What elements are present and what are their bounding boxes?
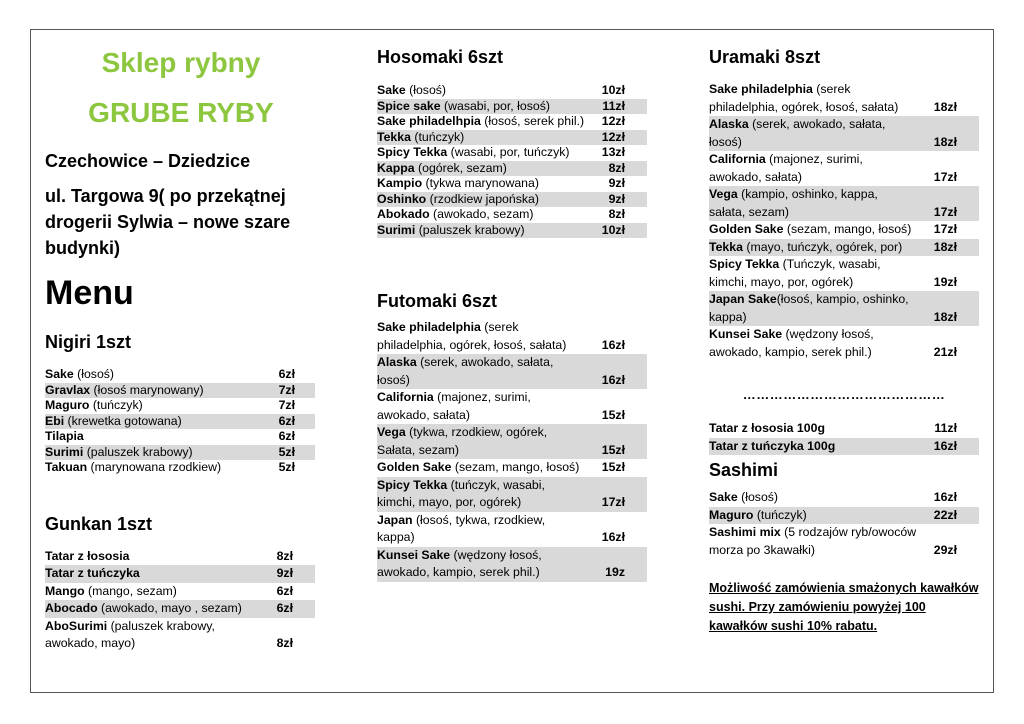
item-name: Surimi — [377, 222, 416, 237]
item-price: 6zł — [278, 413, 295, 428]
menu-item — [709, 256, 979, 291]
menu-item — [45, 583, 315, 601]
item-name: Tatar z łososia — [45, 548, 130, 563]
item-description: (wasabi, por, łosoś) — [440, 98, 550, 113]
item-name: Kampio — [377, 176, 423, 190]
item-name: Mango — [45, 583, 85, 598]
tatar-list — [709, 420, 981, 455]
item-name: Kunsei Sake — [709, 327, 783, 341]
item-price: 19zł — [933, 274, 957, 289]
menu-item — [709, 524, 979, 559]
item-price: 17zł — [601, 495, 625, 509]
menu-item — [377, 192, 647, 208]
item-description: (sezam, mango, łosoś) — [783, 222, 912, 236]
menu-item — [377, 207, 647, 223]
item-name: Takuan — [45, 460, 88, 474]
item-name: Tekka — [709, 239, 743, 254]
menu-item — [45, 565, 315, 583]
section-title-sashimi: Sashimi — [709, 460, 779, 480]
item-name: Maguro — [709, 507, 754, 522]
item-description: (serek, awokado, sałata, łosoś) — [709, 117, 886, 149]
menu-item — [45, 398, 315, 414]
separator: ……………………………………… — [742, 387, 946, 402]
item-price: 17zł — [933, 222, 957, 236]
hosomaki-list — [377, 83, 649, 238]
menu-title: Menu — [45, 274, 134, 312]
menu-item — [709, 291, 979, 326]
item-description: (kampio, oshinko, kappa, sałata, sezam) — [709, 187, 878, 219]
item-name: Golden Sake — [709, 222, 784, 236]
item-price: 6zł — [278, 429, 295, 443]
item-price: 6zł — [278, 367, 295, 381]
item-price: 16zł — [601, 530, 625, 544]
item-price: 7zł — [278, 398, 295, 412]
item-name: Sake — [45, 367, 74, 381]
item-price: 8zł — [608, 207, 625, 221]
item-description: (awokado, sezam) — [429, 207, 534, 221]
item-description: (łosoś, serek phil.) — [480, 114, 585, 128]
item-price: 18zł — [933, 134, 957, 149]
item-name: Japan — [377, 512, 413, 527]
item-description: (tuńczyk) — [89, 398, 143, 412]
item-name: Tekka — [377, 129, 411, 144]
shop-brand: GRUBE RYBY — [88, 97, 274, 128]
column-right — [709, 42, 981, 636]
item-name: Tatar z tuńczyka 100g — [709, 438, 836, 453]
item-price: 8zł — [276, 548, 293, 563]
item-price: 6zł — [276, 601, 293, 615]
menu-item — [45, 548, 315, 566]
futomaki-list — [377, 319, 649, 582]
item-description: (serek philadelphia, ogórek, łosoś, sałata) — [377, 320, 567, 352]
section-title-nigiri: Nigiri 1szt — [45, 332, 132, 352]
item-description: (serek, awokado, sałata, łosoś) — [377, 355, 554, 387]
item-description: (łosoś marynowany) — [90, 382, 204, 397]
item-price: 10zł — [601, 222, 625, 237]
uramaki-list — [709, 81, 981, 361]
item-price: 18zł — [933, 239, 957, 254]
item-price: 18zł — [933, 99, 957, 114]
item-price: 15zł — [601, 407, 625, 422]
menu-item — [709, 507, 979, 525]
menu-item — [377, 424, 647, 459]
item-description: (łosoś) — [737, 490, 779, 504]
item-price: 12zł — [601, 114, 625, 128]
menu-item — [709, 81, 979, 116]
item-description: (awokado, mayo , sezam) — [97, 601, 242, 615]
gunkan-list — [45, 548, 317, 653]
menu-item — [377, 83, 647, 99]
item-name: Abocado — [45, 601, 98, 615]
item-name: Vega — [377, 425, 406, 439]
menu-item — [45, 618, 315, 653]
item-description: (wasabi, por, tuńczyk) — [447, 145, 570, 159]
item-price: 15zł — [601, 442, 625, 457]
item-name: Sake — [377, 83, 406, 97]
menu-item — [709, 186, 979, 221]
shop-city: Czechowice – Dziedzice — [45, 151, 251, 171]
item-description: (majonez, surimi, awokado, sałata) — [709, 152, 863, 184]
menu-item — [45, 445, 315, 461]
menu-item — [45, 429, 315, 445]
item-price: 16zł — [933, 490, 957, 504]
section-title-gunkan: Gunkan 1szt — [45, 513, 153, 534]
item-name: Abokado — [377, 207, 430, 221]
menu-item — [377, 161, 647, 177]
item-description: (mango, sezam) — [84, 583, 177, 598]
item-price: 17zł — [933, 169, 957, 184]
menu-item — [45, 460, 315, 476]
item-description: (serek philadelphia, ogórek, łosoś, sałata) — [709, 82, 899, 114]
item-name: Oshinko — [377, 191, 427, 206]
menu-item — [377, 459, 647, 477]
item-name: Kappa — [377, 160, 415, 175]
menu-item — [377, 512, 647, 547]
item-price: 8zł — [608, 160, 625, 175]
menu-item — [377, 547, 647, 582]
item-price: 7zł — [278, 382, 295, 397]
menu-item — [709, 221, 979, 239]
item-description: (łosoś) — [73, 367, 115, 381]
item-name: Sake philadelphia — [377, 320, 481, 334]
item-description: (wędzony łosoś, awokado, kampio, serek phil.) — [377, 547, 542, 579]
item-name: California — [709, 152, 766, 166]
item-name: Spicy Tekka — [377, 145, 448, 159]
item-description: (majonez, surimi, awokado, sałata) — [377, 390, 531, 422]
item-price: 21zł — [933, 344, 957, 359]
shop-name: Sklep rybny — [101, 47, 261, 78]
item-price: 16zł — [601, 337, 625, 352]
item-price: 5zł — [278, 444, 295, 459]
menu-item — [709, 116, 979, 151]
item-name: Spicy Tekka — [377, 477, 448, 492]
item-price: 12zł — [601, 129, 625, 144]
item-name: Tatar z łososia 100g — [709, 421, 825, 435]
item-price: 9zł — [608, 191, 625, 206]
item-name: Alaska — [709, 117, 749, 131]
order-note: Możliwość zamówienia smażonych kawałków sushi. Przy zamówieniu powyżej 100 kawałków sushi 10% rabatu. — [709, 581, 979, 633]
menu-item — [377, 114, 647, 130]
menu-item — [709, 438, 979, 456]
item-price: 17zł — [933, 204, 957, 219]
item-name: California — [377, 390, 434, 404]
item-price: 22zł — [933, 507, 957, 522]
item-name: Japan Sake — [709, 292, 777, 306]
item-price: 19z — [605, 565, 625, 579]
item-name: Golden Sake — [377, 460, 452, 474]
item-name: Ebi — [45, 413, 65, 428]
item-name: AboSurimi — [45, 618, 108, 633]
item-name: Kunsei Sake — [377, 547, 451, 562]
item-description: (paluszek krabowy, awokado, mayo) — [45, 618, 215, 650]
item-name: Gravlax — [45, 382, 91, 397]
item-description: (sezam, mango, łosoś) — [451, 460, 580, 474]
item-name: Sake philadelhpia — [377, 114, 481, 128]
sashimi-list — [709, 489, 981, 559]
item-description: (rzodkiew japońska) — [426, 191, 539, 206]
item-price: 13zł — [601, 145, 625, 159]
menu-item — [377, 319, 647, 354]
item-name: Sake — [709, 490, 738, 504]
item-description: (tykwa marynowana) — [422, 176, 539, 190]
item-description: (łosoś) — [405, 83, 447, 97]
nigiri-list — [45, 367, 317, 476]
item-price: 11zł — [934, 421, 957, 435]
item-description: (tuńczyk, wasabi, kimchi, mayo, por, ogórek) — [377, 477, 545, 509]
item-name: Sake philadelphia — [709, 82, 813, 96]
item-description: (tuńczyk) — [410, 129, 465, 144]
menu-item — [45, 414, 315, 430]
menu-item — [45, 367, 315, 383]
item-name: Spice sake — [377, 98, 441, 113]
column-middle — [377, 42, 649, 582]
menu-item — [377, 477, 647, 512]
item-description: (tykwa, rzodkiew, ogórek, Sałata, sezam) — [377, 425, 548, 457]
menu-item — [709, 420, 979, 438]
item-description: (krewetka gotowana) — [64, 413, 182, 428]
item-description: (Tuńczyk, wasabi, kimchi, mayo, por, ogórek) — [709, 257, 881, 289]
item-description: (łosoś, kampio, oshinko, kappa) — [709, 292, 909, 324]
menu-item — [709, 151, 979, 186]
menu-item — [377, 176, 647, 192]
item-price: 9zł — [276, 566, 293, 580]
item-price: 29zł — [933, 542, 957, 557]
menu-item — [377, 99, 647, 115]
item-price: 16zł — [933, 438, 957, 453]
menu-item — [709, 239, 979, 257]
item-name: Sashimi mix — [709, 525, 781, 539]
item-description: (5 rodzajów ryb/owoców morza po 3kawałki) — [709, 525, 917, 557]
item-name: Surimi — [45, 444, 84, 459]
item-price: 11zł — [602, 98, 625, 113]
item-description: (paluszek krabowy) — [415, 222, 525, 237]
item-description: (łosoś, tykwa, rzodkiew, kappa) — [377, 512, 546, 544]
item-name: Vega — [709, 187, 738, 201]
section-title-uramaki: Uramaki 8szt — [709, 47, 821, 67]
item-price: 8zł — [276, 636, 293, 650]
menu-item — [377, 130, 647, 146]
menu-item — [45, 600, 315, 618]
item-price: 10zł — [601, 83, 625, 97]
item-description: (marynowana rzodkiew) — [87, 460, 222, 474]
item-price: 15zł — [601, 460, 625, 474]
item-name: Spicy Tekka — [709, 257, 780, 271]
item-price: 9zł — [608, 176, 625, 190]
menu-item — [45, 383, 315, 399]
item-name: Tatar z tuńczyka — [45, 566, 140, 580]
menu-item — [709, 489, 979, 507]
section-title-hosomaki: Hosomaki 6szt — [377, 47, 504, 67]
item-price: 16zł — [601, 372, 625, 387]
menu-item — [377, 389, 647, 424]
item-description: (mayo, tuńczyk, ogórek, por) — [742, 239, 903, 254]
item-price: 5zł — [278, 460, 295, 474]
menu-item — [377, 354, 647, 389]
item-price: 6zł — [276, 583, 293, 598]
item-name: Maguro — [45, 398, 90, 412]
menu-item — [377, 145, 647, 161]
section-title-futomaki: Futomaki 6szt — [377, 291, 498, 311]
menu-item — [377, 223, 647, 239]
item-description: (paluszek krabowy) — [83, 444, 193, 459]
menu-item — [709, 326, 979, 361]
item-description: (tuńczyk) — [753, 507, 807, 522]
item-description: (wędzony łosoś, awokado, kampio, serek phil.) — [709, 327, 874, 359]
item-name: Alaska — [377, 355, 417, 369]
column-left — [45, 42, 317, 653]
shop-address: ul. Targowa 9( po przekątnej drogerii Sylwia – nowe szare budynki) — [45, 186, 291, 258]
item-price: 18zł — [933, 309, 957, 324]
item-name: Tilapia — [45, 429, 84, 443]
item-description: (ogórek, sezam) — [414, 160, 507, 175]
